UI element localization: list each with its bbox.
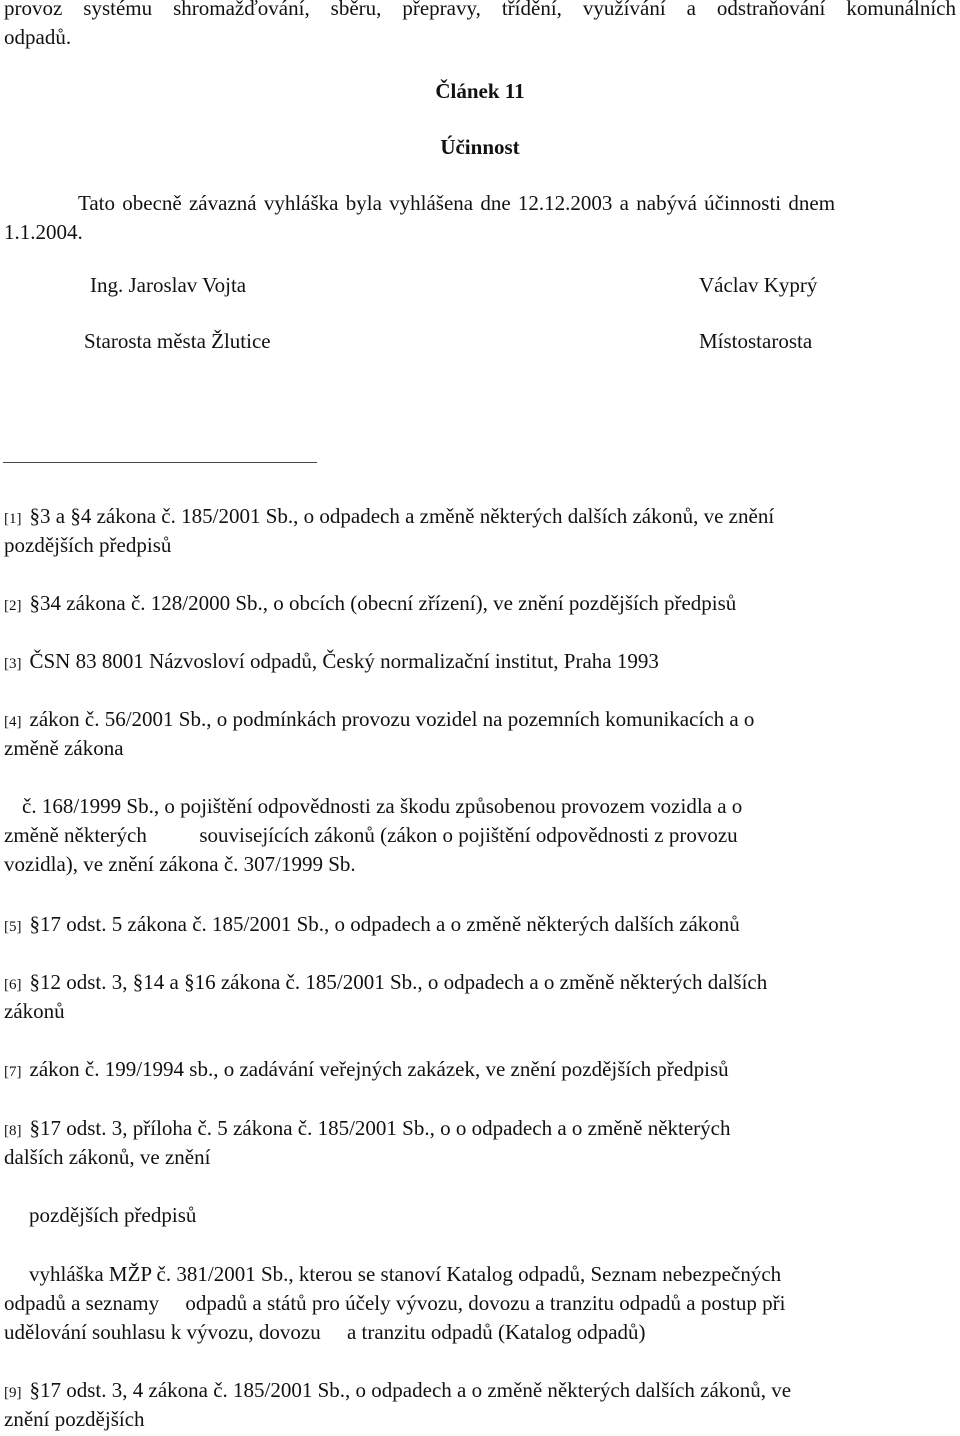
article-title: Účinnost xyxy=(440,135,520,159)
body-text-line: provoz systému shromažďování, sběru, přepravy, třídění, využívání a odstraňování komunálních xyxy=(4,0,956,20)
signature-left-role: Starosta města Žlutice xyxy=(84,329,271,353)
footnote-8-cont: dalších zákonů, ve znění xyxy=(4,1145,211,1169)
footnote-text: §17 odst. 3, 4 zákona č. 185/2001 Sb., o odpadech a o změně některých dalších zákonů, ve xyxy=(29,1378,792,1402)
footnote-separator xyxy=(3,462,317,463)
footnote-number: [4] xyxy=(4,714,22,730)
signature-right-name: Václav Kyprý xyxy=(699,273,818,297)
effectiveness-date: 1.1.2004. xyxy=(4,220,83,244)
effectiveness-text: Tato obecně závazná vyhláška byla vyhlášena dne 12.12.2003 a nabývá účinnosti dnem xyxy=(78,191,836,215)
footnote-8-cont: udělování souhlasu k vývozu, dovozu a tranzitu odpadů (Katalog odpadů) xyxy=(4,1320,646,1344)
footnote-4-cont: č. 168/1999 Sb., o pojištění odpovědnosti za škodu způsobenou provozem vozidla a o xyxy=(22,794,743,818)
footnote-number: [5] xyxy=(4,919,22,935)
footnote-8-cont: odpadů a seznamy odpadů a států pro účely vývozu, dovozu a tranzitu odpadů a postup při xyxy=(4,1291,786,1315)
footnote-number: [9] xyxy=(4,1385,22,1401)
footnote-9 xyxy=(4,1376,791,1408)
footnote-8-cont: pozdějších předpisů xyxy=(29,1203,197,1227)
footnote-1 xyxy=(4,502,774,534)
footnote-text: ČSN 83 8001 Názvosloví odpadů, Český normalizační institut, Praha 1993 xyxy=(29,649,659,673)
footnote-4-cont: vozidla), ve znění zákona č. 307/1999 Sb. xyxy=(4,852,356,876)
footnote-text: §34 zákona č. 128/2000 Sb., o obcích (obecní zřízení), ve znění pozdějších předpisů xyxy=(29,591,737,615)
footnote-9-cont: znění pozdějších xyxy=(4,1407,145,1431)
footnote-number: [7] xyxy=(4,1064,22,1080)
footnote-text: zákon č. 56/2001 Sb., o podmínkách provozu vozidel na pozemních komunikacích a o xyxy=(29,707,755,731)
footnote-4-cont: změně některých souvisejících zákonů (zákon o pojištění odpovědnosti z provozu xyxy=(4,823,738,847)
footnote-8 xyxy=(4,1114,730,1146)
footnote-4 xyxy=(4,705,754,737)
footnote-5 xyxy=(4,910,740,942)
footnote-text: zákon č. 199/1994 sb., o zadávání veřejných zakázek, ve znění pozdějších předpisů xyxy=(29,1057,729,1081)
footnote-6 xyxy=(4,968,767,1000)
article-heading: Článek 11 xyxy=(435,79,525,103)
footnote-number: [1] xyxy=(4,511,22,527)
footnote-text: §17 odst. 3, příloha č. 5 zákona č. 185/2001 Sb., o o odpadech a o změně některých xyxy=(29,1116,731,1140)
footnote-number: [3] xyxy=(4,656,22,672)
footnote-text: §3 a §4 zákona č. 185/2001 Sb., o odpadech a změně některých dalších zákonů, ve znění xyxy=(29,504,775,528)
footnote-7 xyxy=(4,1055,729,1087)
footnote-text: §17 odst. 5 zákona č. 185/2001 Sb., o odpadech a o změně některých dalších zákonů xyxy=(29,912,740,936)
footnote-text: §12 odst. 3, §14 a §16 zákona č. 185/2001 Sb., o odpadech a o změně některých dalších xyxy=(29,970,768,994)
footnote-4-cont: změně zákona xyxy=(4,736,124,760)
footnote-8-cont: vyhláška MŽP č. 381/2001 Sb., kterou se stanoví Katalog odpadů, Seznam nebezpečných xyxy=(29,1262,782,1286)
footnote-6-cont: zákonů xyxy=(4,999,65,1023)
footnote-3 xyxy=(4,647,659,679)
footnote-number: [2] xyxy=(4,598,22,614)
footnote-number: [6] xyxy=(4,977,22,993)
signature-right-role: Místostarosta xyxy=(699,329,813,353)
signature-left-name: Ing. Jaroslav Vojta xyxy=(90,273,247,297)
footnote-number: [8] xyxy=(4,1123,22,1139)
footnote-2 xyxy=(4,589,736,621)
footnote-1-cont: pozdějších předpisů xyxy=(4,533,172,557)
body-text-line: odpadů. xyxy=(4,25,72,49)
